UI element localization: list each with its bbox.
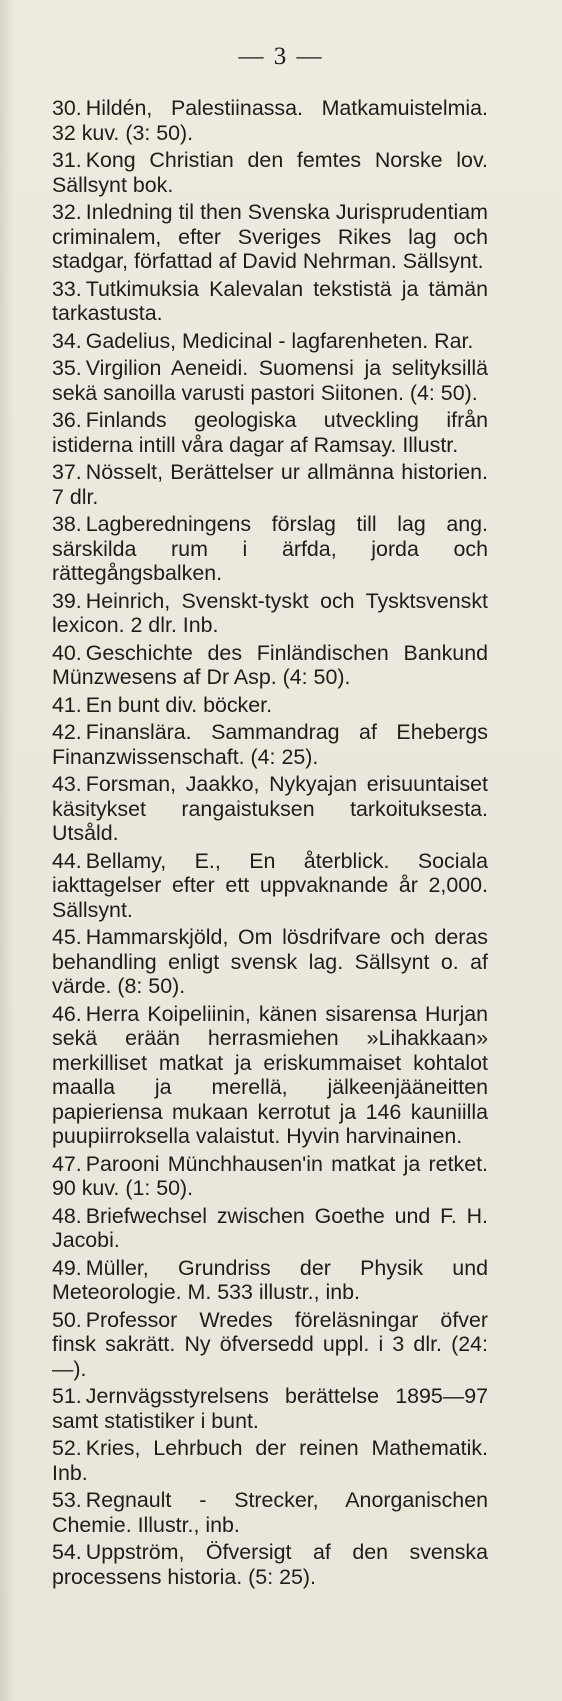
catalogue-entry bbox=[52, 460, 488, 509]
entry-number: 46. bbox=[52, 1001, 82, 1026]
entry-text: Heinrich, Svenskt-tyskt och Tysktsvenskt lexicon. 2 dlr. Inb. bbox=[52, 588, 488, 637]
entry-number: 40. bbox=[52, 640, 82, 665]
entry-text: Bellamy, E., En återblick. Sociala iakttagelser efter ett uppvaknande år 2,000. Sällsynt. bbox=[52, 848, 488, 922]
entry-text: Finanslära. Sammandrag af Ehebergs Finanzwissenschaft. (4: 25). bbox=[52, 720, 488, 769]
entry-number: 45. bbox=[52, 925, 82, 949]
entry-text: Kries, Lehrbuch der reinen Mathematik. Inb. bbox=[52, 1436, 488, 1485]
catalogue-entry bbox=[52, 148, 488, 197]
entry-text: Lagberedningens förslag till lag ang. särskilda rum i ärfda, jorda och rättegångsbalken. bbox=[52, 512, 488, 585]
entry-number: 42. bbox=[52, 720, 82, 744]
entry-number: 43. bbox=[52, 772, 82, 796]
entry-number: 51. bbox=[52, 1384, 82, 1408]
entry-text: Regnault - Strecker, Anorganischen Chemie. Illustr., inb. bbox=[52, 1488, 488, 1537]
catalogue-entry-list bbox=[52, 96, 488, 1592]
catalogue-entry bbox=[52, 1384, 488, 1433]
entry-text: Jernvägsstyrelsens berättelse 1895—97 samt statistiker i bunt. bbox=[52, 1384, 488, 1433]
catalogue-entry bbox=[52, 1002, 488, 1149]
catalogue-entry bbox=[52, 925, 488, 999]
catalogue-entry bbox=[52, 693, 488, 718]
entry-text: Briefwechsel zwischen Goethe und F. H. Jacobi. bbox=[52, 1203, 488, 1252]
catalogue-entry bbox=[52, 277, 488, 326]
entry-number: 31. bbox=[52, 148, 82, 172]
entry-text: Hildén, Palestiinassa. Matkamuistelmia. 32 kuv. (3: 50). bbox=[52, 96, 488, 145]
page-edge-shadow bbox=[0, 0, 14, 1701]
catalogue-entry bbox=[52, 1308, 488, 1382]
catalogue-entry bbox=[52, 200, 488, 274]
entry-number: 48. bbox=[52, 1203, 82, 1228]
entry-number: 54. bbox=[52, 1540, 82, 1564]
entry-number: 36. bbox=[52, 408, 82, 432]
entry-number: 44. bbox=[52, 848, 82, 873]
entry-number: 50. bbox=[52, 1307, 82, 1332]
catalogue-entry bbox=[52, 1204, 488, 1253]
entry-text: Gadelius, Medicinal - lagfarenheten. Rar. bbox=[85, 328, 474, 353]
entry-number: 32. bbox=[52, 200, 82, 224]
catalogue-entry bbox=[52, 1152, 488, 1201]
entry-text: Geschichte des Finländischen Bankund Münzwesens af Dr Asp. (4: 50). bbox=[52, 640, 488, 689]
catalogue-entry bbox=[52, 1540, 488, 1589]
entry-text: Uppström, Öfversigt af den svenska processens historia. (5: 25). bbox=[52, 1540, 488, 1589]
entry-number: 30. bbox=[52, 96, 82, 120]
entry-number: 35. bbox=[52, 356, 82, 380]
entry-text: Inledning til then Svenska Jurisprudentiam criminalem, efter Sveriges Rikes lag och stadgar, författad af David Nehrman. Sällsynt. bbox=[52, 200, 488, 273]
entry-number: 41. bbox=[52, 692, 82, 717]
catalogue-entry bbox=[52, 1256, 488, 1305]
catalogue-entry bbox=[52, 641, 488, 690]
entry-number: 49. bbox=[52, 1255, 82, 1280]
entry-number: 53. bbox=[52, 1488, 82, 1512]
catalogue-entry bbox=[52, 96, 488, 145]
page-number: — 3 — bbox=[238, 43, 324, 70]
entry-text: Nösselt, Berättelser ur allmänna historien. 7 dlr. bbox=[52, 460, 488, 509]
catalogue-entry bbox=[52, 849, 488, 923]
catalogue-entry bbox=[52, 1488, 488, 1537]
catalogue-entry bbox=[52, 589, 488, 638]
entry-number: 33. bbox=[52, 276, 82, 301]
catalogue-entry bbox=[52, 356, 488, 405]
entry-text: Hammarskjöld, Om lösdrifvare och deras behandling enligt svensk lag. Sällsynt o. af värde. (8: 50). bbox=[52, 925, 488, 998]
entry-number: 39. bbox=[52, 588, 82, 613]
entry-number: 38. bbox=[52, 512, 82, 536]
entry-text: Professor Wredes föreläsningar öfver finsk sakrätt. Ny öfversedd uppl. i 3 dlr. (24: —). bbox=[52, 1307, 488, 1381]
entry-text: Herra Koipeliinin, känen sisarensa Hurjan sekä erään herrasmiehen »Lihakkaan» merkilliset matkat ja eriskummaiset kohtalot maalla ja merellä, jälkeenjääneitten papieriensa mukaan kerrotut ja 146 kauniilla puupiirroksella valaistut. Hyvin harvinainen. bbox=[52, 1001, 488, 1148]
entry-text: Parooni Münchhausen'in matkat ja retket. 90 kuv. (1: 50). bbox=[52, 1151, 488, 1200]
entry-number: 34. bbox=[52, 328, 82, 353]
entry-text: Tutkimuksia Kalevalan tekstistä ja tämän tarkastusta. bbox=[52, 276, 488, 325]
catalogue-entry bbox=[52, 1436, 488, 1485]
entry-number: 52. bbox=[52, 1436, 82, 1460]
entry-number: 37. bbox=[52, 460, 82, 484]
entry-number: 47. bbox=[52, 1151, 82, 1176]
catalogue-entry bbox=[52, 720, 488, 769]
catalogue-entry bbox=[52, 772, 488, 846]
catalogue-entry bbox=[52, 329, 488, 354]
entry-text: Virgilion Aeneidi. Suomensi ja selityksillä sekä sanoilla varusti pastori Siitonen. (4: 50). bbox=[52, 356, 488, 405]
entry-text: Kong Christian den femtes Norske lov. Sällsynt bok. bbox=[52, 148, 488, 197]
entry-text: Finlands geologiska utveckling ifrån istiderna intill våra dagar af Ramsay. Illustr. bbox=[52, 408, 488, 457]
entry-text: Forsman, Jaakko, Nykyajan erisuuntaiset käsitykset rangaistuksen tarkoituksesta. Utsåld. bbox=[52, 772, 488, 845]
catalogue-entry bbox=[52, 512, 488, 586]
entry-text: En bunt div. böcker. bbox=[85, 692, 273, 717]
entry-text: Müller, Grundriss der Physik und Meteorologie. M. 533 illustr., inb. bbox=[52, 1255, 488, 1304]
catalogue-entry bbox=[52, 408, 488, 457]
